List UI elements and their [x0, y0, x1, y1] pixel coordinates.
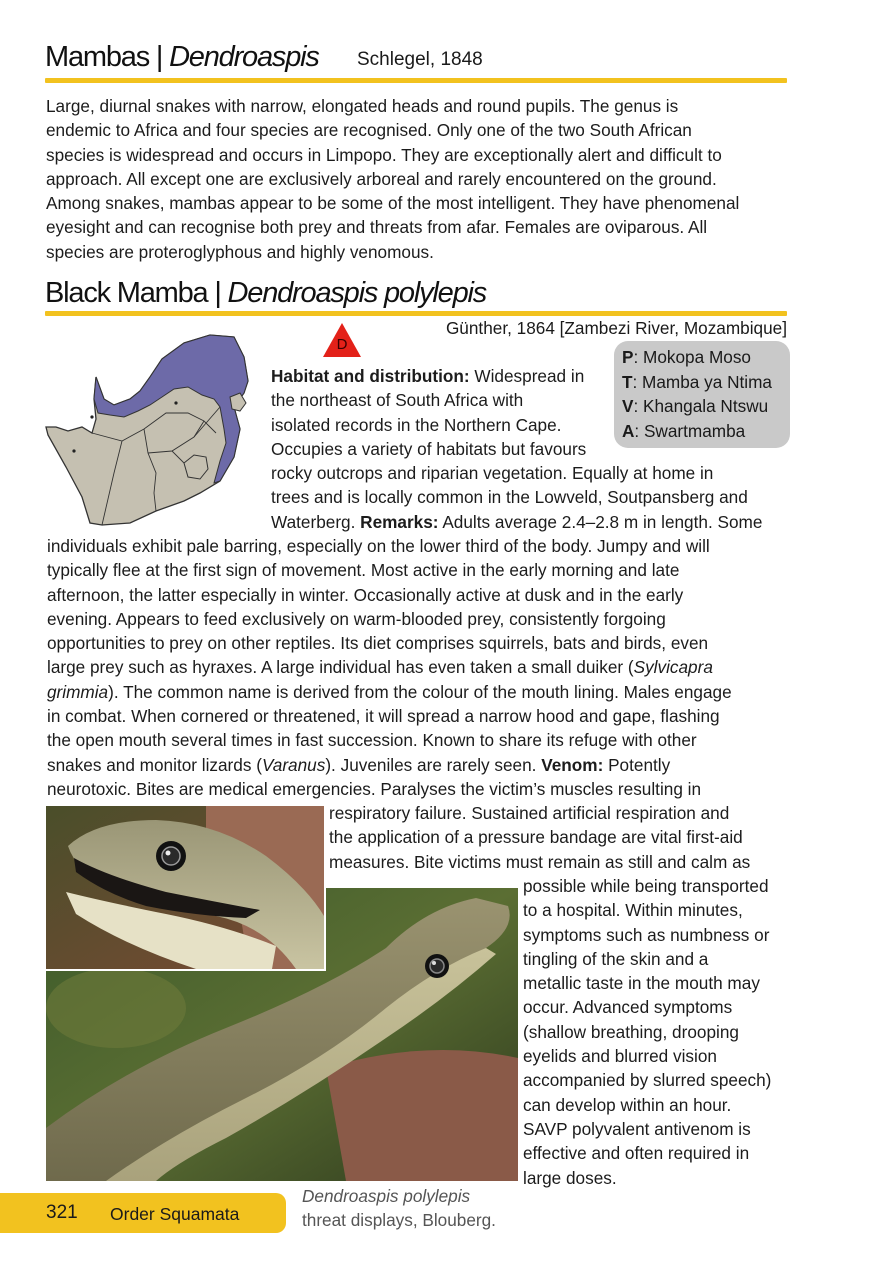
intro-line: Among snakes, mambas appear to be some of the most intelligent. They have phenomenal: [46, 193, 740, 214]
habitat-text: Habitat and distribution: Widespread in the northeast of South Africa with isolated records in the Northern Cape. Occupies a variety of habitats but favours rocky outcrops and riparian vegetation. Equally at home in trees and is locally common in the Lowveld, Soutpansberg and Waterberg. Remarks: Adults average 2.4–2.8 m in length. Some: [271, 366, 763, 532]
local-name-entry: P: Mokopa Moso: [622, 347, 751, 367]
footer-tab: [0, 1193, 286, 1233]
south-africa-map-icon: [44, 333, 266, 528]
local-name-entry: V: Khangala Ntswu: [622, 396, 769, 416]
genus-title-latin: Dendroaspis: [169, 41, 319, 73]
local-name-entry: T: Mamba ya Ntima: [622, 371, 772, 392]
danger-badge: [322, 322, 362, 358]
intro-line: endemic to Africa and four species are recognised. Only one of the two South African: [46, 120, 692, 141]
venom-text-upper: respiratory failure. Sustained artificial respiration and the application of a pressure bandage are vital first-aid measures. Bite victims must remain as still and calm as: [329, 803, 751, 872]
intro-line: approach. All except one are exclusively arboreal and rarely encountered on the ground.: [46, 168, 717, 189]
intro-line: species is widespread and occurs in Limpopo. They are exceptionally alert and difficult to: [46, 144, 722, 165]
distribution-map: [44, 333, 266, 528]
habitat-label: Habitat and distribution:: [271, 366, 470, 386]
species-title-latin: Dendroaspis polylepis: [227, 277, 487, 309]
genus-authority: Schlegel, 1848: [357, 49, 483, 70]
page-number: 321: [46, 1202, 78, 1223]
intro-line: Large, diurnal snakes with narrow, elongated heads and round pupils. The genus is: [46, 96, 679, 116]
remarks-label: Remarks:: [360, 511, 439, 532]
snake-photo-gape: [46, 806, 326, 971]
venom-label: Venom:: [541, 754, 604, 775]
genus-title-rule: [45, 78, 787, 83]
remarks-text: individuals exhibit pale barring, especially on the lower third of the body. Jumpy and will typically flee at the first sign of movement. Most active in the early morning and late afternoon, the latter especially in winter. Occasionally active at dusk and in the early evening. Appears to feed exclusively on warm-blooded prey, consistently forgoing opportunities to prey on other reptiles. Its diet comprises squirrels, bats and birds, even large prey such as hyraxes. A large individual has even taken a small duiker (Sylvicapra grimmia). The common name is derived from the colour of the mouth lining. Males engage in combat. When cornered or threatened, it will spread a narrow hood and gape, flashing the open mouth several times in fast succession. Known to share its refuge with other snakes and monitor lizards (Varanus). Juveniles are rarely seen. Venom: Potently neurotoxic. Bites are medical emergencies. Paralyses the victim’s muscles resulting in: [47, 536, 732, 799]
local-name-entry: A: Swartmamba: [622, 420, 746, 441]
photo-caption: [302, 1184, 496, 1232]
intro-line: species are proteroglyphous and highly venomous.: [46, 241, 434, 262]
intro-line: eyesight and can recognise both prey and threats from afar. Females are oviparous. All: [46, 217, 708, 238]
section-name: Order Squamata: [110, 1204, 240, 1224]
genus-title: [45, 40, 319, 74]
caption-text: threat displays, Blouberg.: [302, 1210, 496, 1230]
caption-latin: Dendroaspis polylepis: [302, 1186, 471, 1206]
danger-letter: D: [336, 336, 348, 353]
genus-title-common: Mambas |: [45, 41, 170, 73]
genus-intro: [46, 94, 791, 264]
venom-text-lower: possible while being transported to a hospital. Within minutes, symptoms such as numbness or tingling of the skin and a metallic taste in the mouth may occur. Advanced symptoms (shallow breathing, drooping eyelids and blurred vision accompanied by slurred speech) can develop within an hour. SAVP polyvalent antivenom is effective and often required in large doses.: [523, 876, 772, 1188]
species-title-rule: [45, 311, 787, 316]
species-title: [45, 276, 486, 310]
species-authority: Günther, 1864 [Zambezi River, Mozambique]: [445, 318, 787, 338]
species-title-common: Black Mamba |: [45, 277, 228, 309]
